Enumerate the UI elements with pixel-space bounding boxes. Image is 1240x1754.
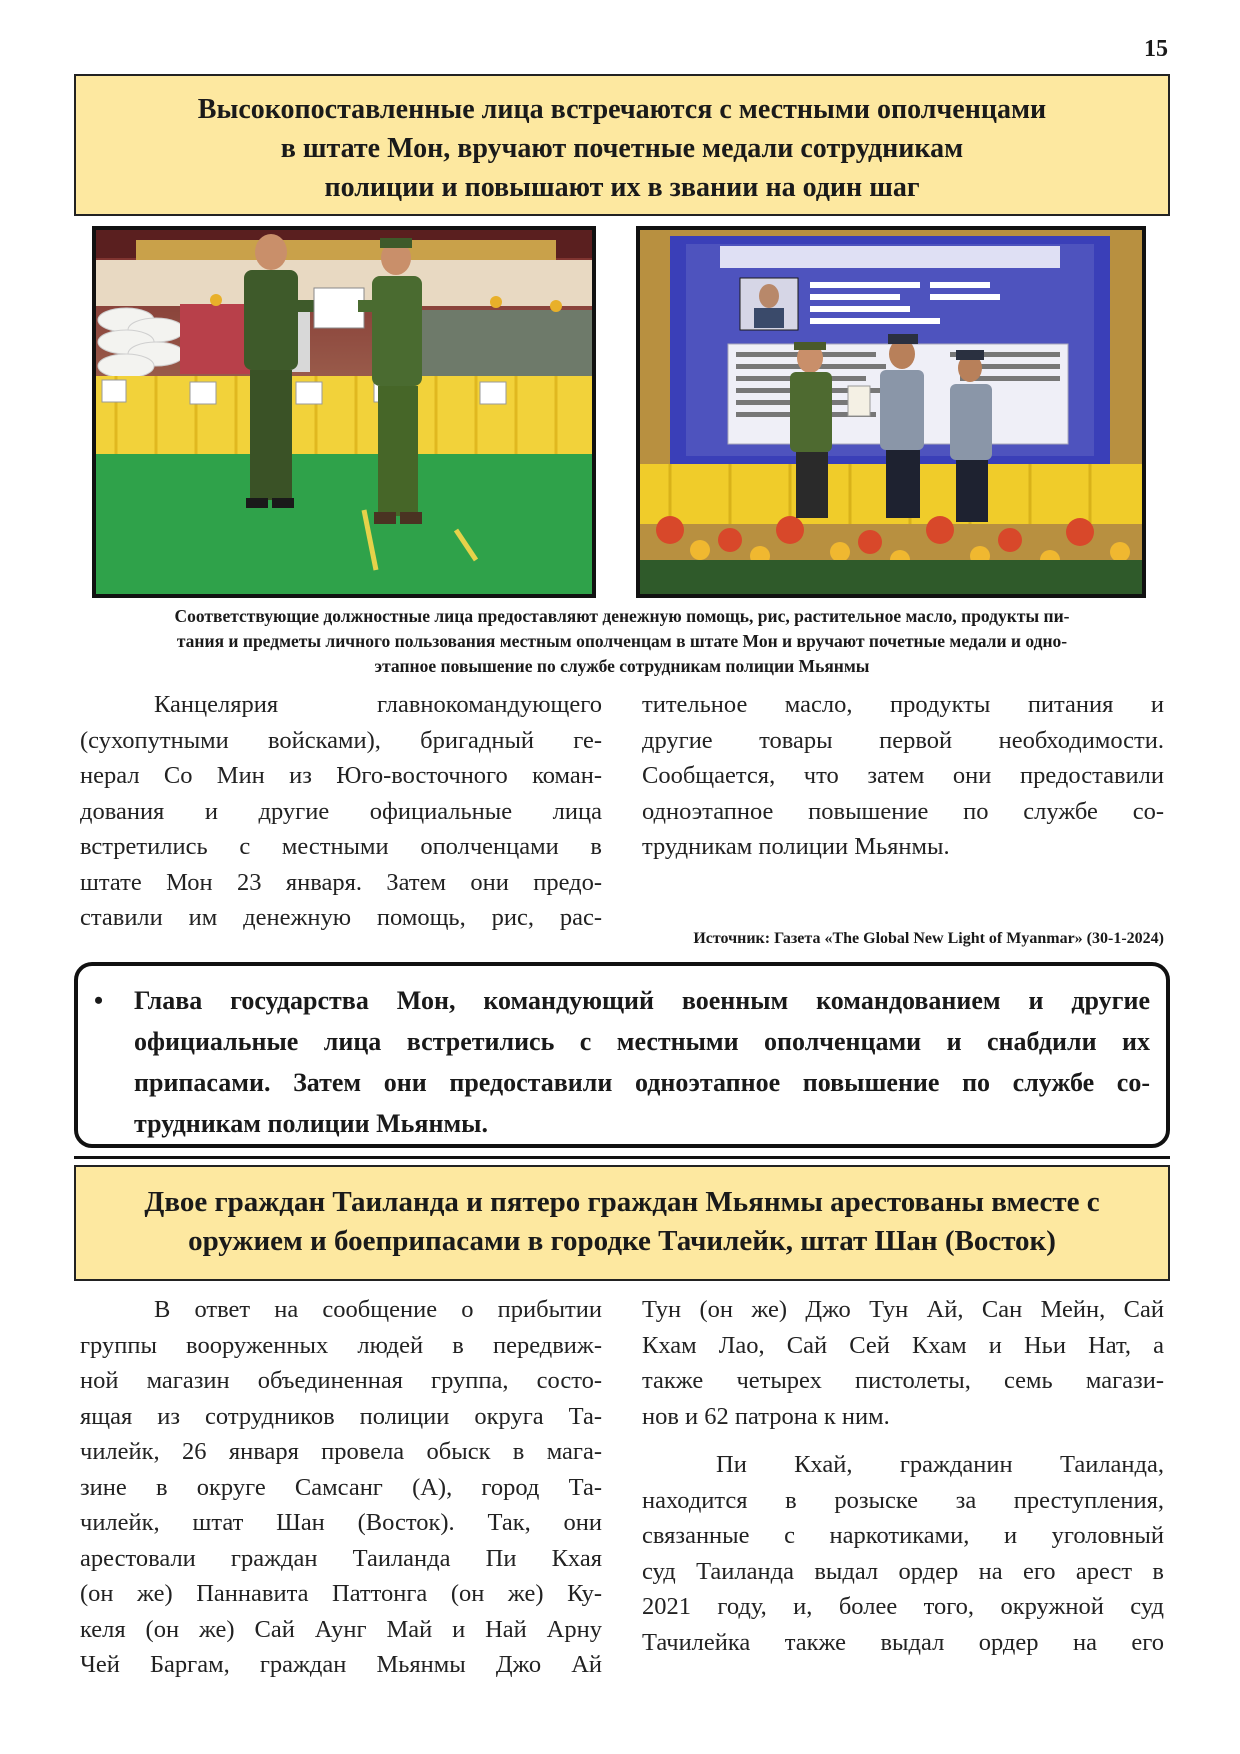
body-line: суд Таиланда выдал ордер на его арест в [642, 1557, 1164, 1585]
body-line: нов и 62 патрона к ним. [642, 1402, 890, 1430]
body-line: другие товары первой необходимости. [642, 726, 1164, 754]
body-line: трудникам полиции Мьянмы. [642, 833, 950, 860]
body-line: чилейк, 26 января провела обыск в мага- [80, 1438, 602, 1465]
summary-line: трудникам полиции Мьянмы. [134, 1109, 488, 1138]
caption-line: Соответствующие должностные лица предоставляют денежную помощь, рис, растительное масло, продукты пи- [174, 606, 1070, 626]
body-line: ящая из сотрудников полиции округа Та- [80, 1402, 602, 1430]
article1-headline [74, 74, 1170, 216]
body-line: Чей Баргам, граждан Мьянмы Джо Ай [80, 1651, 602, 1678]
body-line: нерал Со Мин из Юго-восточного коман- [80, 762, 602, 789]
body-line: 2021 году, и, более того, окружной суд [642, 1593, 1164, 1620]
body-line: арестовали граждан Таиланда Пи Кхая [80, 1544, 602, 1572]
photo-medal-ceremony [636, 226, 1146, 598]
body-line: (сухопутными войсками), бригадный ге- [80, 726, 602, 754]
body-line: Пи Кхай, гражданин Таиланда, [716, 1451, 1164, 1478]
body-line: встретились с местными ополченцами в [80, 833, 602, 860]
headline-line: Высокопоставленные лица встречаются с местными ополченцами [197, 94, 1047, 125]
article1-column-1 [80, 687, 602, 936]
article2-column-2 [642, 1292, 1164, 1660]
body-line: В ответ на сообщение о прибытии [154, 1296, 602, 1323]
section-divider [74, 1156, 1170, 1159]
article2-column-1 [80, 1292, 602, 1683]
headline-line: полиции и повышают их в звании на один шаг [324, 172, 920, 203]
body-line: (он же) Паннавита Паттонга (он же) Ку- [80, 1580, 602, 1607]
page-number: 15 [1144, 36, 1168, 62]
body-line: ной магазин объединенная группа, состо- [80, 1367, 602, 1394]
article2-headline [74, 1165, 1170, 1281]
source-citation: Источник: Газета «The Global New Light of Myanmar» (30-1-2024) [693, 930, 1164, 947]
body-line: группы вооруженных людей в передвиж- [80, 1331, 602, 1359]
caption-line: тания и предметы личного пользования местным ополченцам в штате Мон и вручают почетные медали и одно- [176, 631, 1068, 651]
body-line: штате Мон 23 января. Затем они предо- [80, 868, 602, 896]
article1-column-2 [642, 687, 1164, 865]
body-line: Канцелярия главнокомандующего [154, 691, 602, 718]
headline-line: оружием и боеприпасами в городке Тачилейк, штат Шан (Восток) [188, 1225, 1056, 1257]
caption-line: этапное повышение по службе сотрудникам полиции Мьянмы [374, 656, 870, 676]
photo-supplies-illustration [96, 230, 592, 594]
body-line: чилейк, штат Шан (Восток). Так, они [80, 1509, 602, 1536]
photo-ceremony-illustration [640, 230, 1142, 594]
headline-line: в штате Мон, вручают почетные медали сотрудникам [280, 133, 964, 164]
body-line: ставили им денежную помощь, рис, рас- [80, 904, 602, 931]
body-line: одноэтапное повышение по службе со- [642, 797, 1164, 825]
body-line: келя (он же) Сай Аунг Май и Най Арну [80, 1615, 602, 1643]
photo-caption [82, 604, 1162, 679]
bullet-marker: • [94, 986, 104, 1015]
summary-line: Глава государства Мон, командующий военным командованием и другие [134, 986, 1150, 1015]
body-line: находится в розыске за преступления, [642, 1486, 1164, 1514]
body-line: тительное масло, продукты питания и [642, 691, 1164, 718]
body-line: Тун (он же) Джо Тун Ай, Сан Мейн, Сай [642, 1296, 1164, 1323]
summary-box [74, 962, 1170, 1148]
body-line: дования и другие официальные лица [80, 797, 602, 825]
summary-line: припасами. Затем они предоставили одноэтапное повышение по службе со- [134, 1068, 1150, 1097]
paragraph-gap [642, 1434, 1164, 1447]
photo-supplies-handover [92, 226, 596, 598]
body-line: Тачилейка также выдал ордер на его [642, 1628, 1164, 1656]
body-line: связанные с наркотиками, и уголовный [642, 1522, 1164, 1549]
body-line: зине в округе Самсанг (А), город Та- [80, 1473, 602, 1501]
body-line: Кхам Лао, Сай Сей Кхам и Ньи Нат, а [642, 1331, 1164, 1359]
summary-line: официальные лица встретились с местными ополченцами и снабдили их [134, 1027, 1150, 1056]
body-line: также четырех пистолеты, семь магази- [642, 1367, 1164, 1394]
body-line: Сообщается, что затем они предоставили [642, 762, 1164, 789]
headline-line: Двое граждан Таиланда и пятеро граждан Мьянмы арестованы вместе с [144, 1186, 1100, 1218]
